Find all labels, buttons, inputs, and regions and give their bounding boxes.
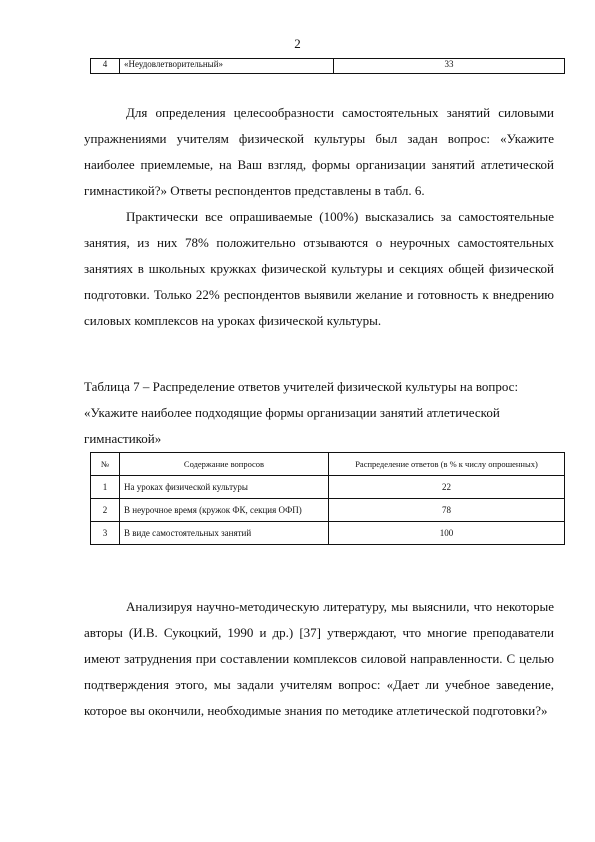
header-distribution: Распределение ответов (в % к числу опрошенных) <box>329 453 565 476</box>
continued-table <box>90 58 565 74</box>
table-row <box>91 59 565 74</box>
row-number: 4 <box>91 59 120 74</box>
row-label: В виде самостоятельных занятий <box>120 522 329 545</box>
row-value: 100 <box>329 522 565 545</box>
row-number: 3 <box>91 522 120 545</box>
paragraph-3: Анализируя научно-методическую литературу, мы выяснили, что некоторые авторы (И.В. Сукоцкий, 1990 и др.) [37] утверждают, что многие преподаватели имеют затруднения при составлении комплексов силовой направленности. С целью подтверждения этого, мы задали учителям вопрос: «Дает ли учебное заведение, которое вы окончили, необходимые знания по методике атлетической подготовки?» <box>84 599 554 718</box>
row-label: «Неудовлетворительный» <box>120 59 334 74</box>
table-caption: Таблица 7 – Распределение ответов учителей физической культуры на вопрос: «Укажите наиболее подходящие формы организации занятий атлетической гимнастикой» <box>84 379 519 446</box>
header-content: Содержание вопросов <box>120 453 329 476</box>
header-number: № <box>91 453 120 476</box>
row-value: 22 <box>329 476 565 499</box>
row-value: 33 <box>334 59 565 74</box>
table-header-row <box>91 453 565 476</box>
row-value: 78 <box>329 499 565 522</box>
table-row <box>91 499 565 522</box>
row-label: В неурочное время (кружок ФК, секция ОФП) <box>120 499 329 522</box>
paragraph-1: Для определения целесообразности самостоятельных занятий силовыми упражнениями учителям физической культуры был задан вопрос: «Укажите наиболее приемлемые, на Ваш взгляд, формы организации занятий атлетической гимнастикой?» Ответы респондентов представлены в табл. 6. <box>84 105 554 198</box>
table-row <box>91 522 565 545</box>
page-number: 2 <box>294 36 301 51</box>
answers-table <box>90 452 565 545</box>
row-number: 1 <box>91 476 120 499</box>
row-label: На уроках физической культуры <box>120 476 329 499</box>
table-row <box>91 476 565 499</box>
row-number: 2 <box>91 499 120 522</box>
paragraph-2: Практически все опрашиваемые (100%) высказались за самостоятельные занятия, из них 78% положительно отзываются о неурочных самостоятельных занятиях в школьных кружках физической культуры и секциях общей физической подготовки. Только 22% респондентов выявили желание и готовность к внедрению силовых комплексов на уроках физической культуры. <box>84 209 554 328</box>
